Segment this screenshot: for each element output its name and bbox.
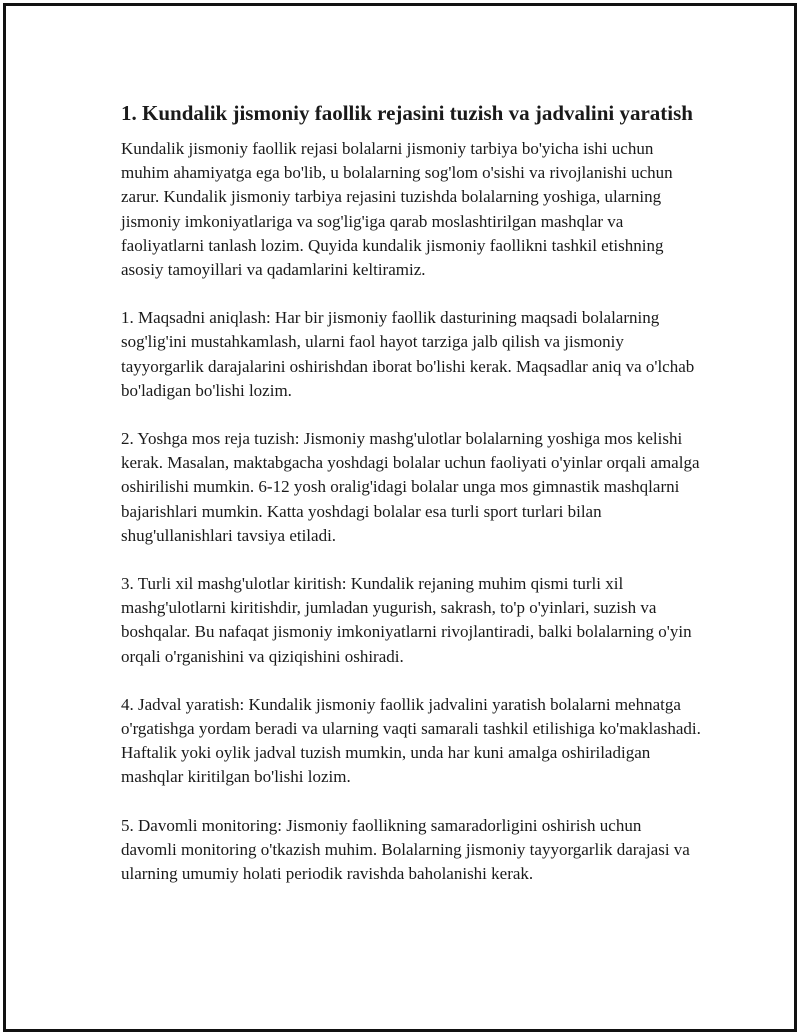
page-frame xyxy=(3,3,797,1032)
paragraph-turli-xil: 3. Turli xil mashg'ulotlar kiritish: Kundalik rejaning muhim qismi turli xil mashg'ulotlarni kiritishdir, jumladan yugurish, sakrash, to'p o'yinlari, suzish va boshqalar. Bu nafaqat jismoniy imkoniyatlarni rivojlantiradi, balki bolalarning o'yin orqali o'rganishini va qiziqishini oshiradi. xyxy=(121,574,692,666)
paragraph-monitoring: 5. Davomli monitoring: Jismoniy faollikning samaradorligini oshirish uchun davomli monitoring o'tkazish muhim. Bolalarning jismoniy tayyorgarlik darajasi va ularning umumiy holati periodik ravishda baholanishi kerak. xyxy=(121,815,690,884)
paragraph-maqsad: 1. Maqsadni aniqlash: Har bir jismoniy faollik dasturining maqsadi bolalarning sog'lig'ini mustahkamlash, ularni faol hayot tarziga jalb qilish va jismoniy tayyorgarlik darajalarini oshirishdan iborat bo'lishi kerak. Maqsadlar aniq va o'lchab bo'ladigan bo'lishi lozim. xyxy=(121,308,695,400)
intro-paragraph: Kundalik jismoniy faollik rejasi bolalarni jismoniy tarbiya bo'yicha ishi uchun muhim ahamiyatga ega bo'lib, u bolalarning sog'lom o'sishi va rivojlanishi uchun zarur. Kundalik jismoniy tarbiya rejasini tuzishda bolalarning yoshiga, ularning jismoniy imkoniyatlariga va sog'lig'iga qarab moslashtirilgan mashqlar va faoliyatlarni tanlash lozim. Quyida kundalik jismoniy faollikni tashkil etishning asosiy tamoyillari va qadamlarini keltiramiz. xyxy=(121,139,673,280)
paragraph-yoshga-mos: 2. Yoshga mos reja tuzish: Jismoniy mashg'ulotlar bolalarning yoshiga mos kelishi kerak. Masalan, maktabgacha yoshdagi bolalar uchun faoliyati o'yinlar orqali amalga oshirilishi mumkin. 6-12 yosh oralig'idagi bolalar unga mos gimnastik mashqlarni bajarishlari mumkin. Katta yoshdagi bolalar esa turli sport turlari bilan shug'ullanishlari tavsiya etiladi. xyxy=(121,429,700,545)
section-heading: 1. Kundalik jismoniy faollik rejasini tuzish va jadvalini yaratish xyxy=(121,101,693,125)
document-body xyxy=(121,99,701,910)
paragraph-jadval: 4. Jadval yaratish: Kundalik jismoniy faollik jadvalini yaratish bolalarni mehnatga o'rgatishga yordam beradi va ularning vaqti samarali tashkil etilishiga ko'maklashadi. Haftalik yoki oylik jadval tuzish mumkin, unda har kuni amalga oshiriladigan mashqlar kiritilgan bo'lishi lozim. xyxy=(121,694,701,787)
